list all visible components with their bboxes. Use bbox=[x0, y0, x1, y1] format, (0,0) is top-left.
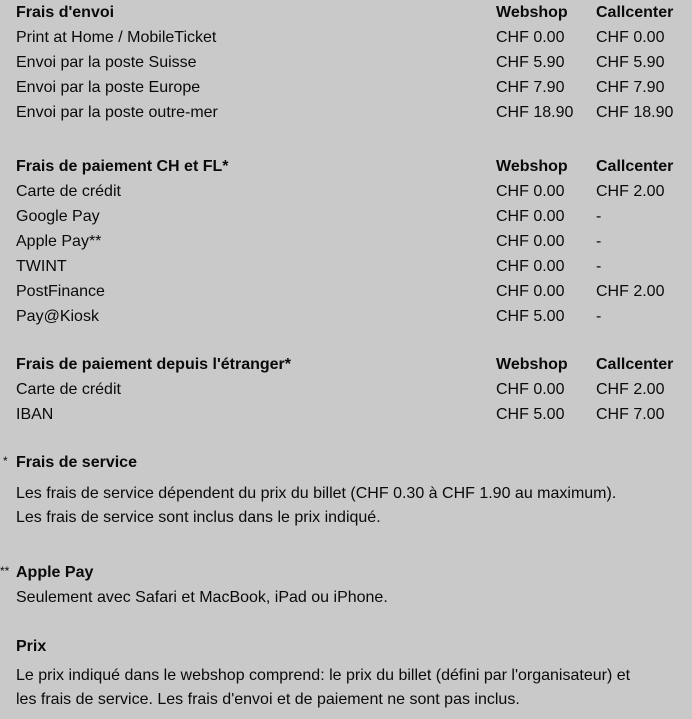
column-header-callcenter: Callcenter bbox=[596, 356, 674, 373]
shipping-header-row bbox=[16, 0, 692, 25]
shipping-fees-table bbox=[16, 0, 692, 125]
webshop-price: CHF 5.00 bbox=[496, 406, 565, 423]
service-fees-text-line-2: Les frais de service sont inclus dans le prix indiqué. bbox=[16, 509, 381, 526]
webshop-price: CHF 0.00 bbox=[496, 381, 565, 398]
row-label: Apple Pay** bbox=[16, 233, 102, 250]
column-header-webshop: Webshop bbox=[496, 158, 568, 175]
row-label: Print at Home / MobileTicket bbox=[16, 29, 217, 46]
table-row bbox=[16, 75, 692, 100]
row-label: Envoi par la poste outre-mer bbox=[16, 104, 218, 121]
shipping-title: Frais d'envoi bbox=[16, 4, 115, 21]
row-label: Pay@Kiosk bbox=[16, 308, 99, 325]
table-row bbox=[16, 25, 692, 50]
table-row bbox=[16, 304, 692, 329]
column-header-callcenter: Callcenter bbox=[596, 158, 674, 175]
table-row bbox=[16, 204, 692, 229]
webshop-price: CHF 7.90 bbox=[496, 79, 565, 96]
callcenter-price: CHF 5.90 bbox=[596, 54, 665, 71]
footnote-marker: * bbox=[3, 454, 8, 468]
row-label: IBAN bbox=[16, 406, 54, 423]
column-header-webshop: Webshop bbox=[496, 356, 568, 373]
price-text-line-2: les frais de service. Les frais d'envoi et de paiement ne sont pas inclus. bbox=[16, 691, 520, 708]
callcenter-price: - bbox=[596, 233, 602, 250]
callcenter-price: CHF 7.00 bbox=[596, 406, 665, 423]
callcenter-price: - bbox=[596, 208, 602, 225]
callcenter-price: - bbox=[596, 308, 602, 325]
service-fees-text-line-1: Les frais de service dépendent du prix du billet (CHF 0.30 à CHF 1.90 au maximum). bbox=[16, 485, 617, 502]
webshop-price: CHF 0.00 bbox=[496, 233, 565, 250]
webshop-price: CHF 5.90 bbox=[496, 54, 565, 71]
table-row bbox=[16, 100, 692, 125]
table-row bbox=[16, 179, 692, 204]
callcenter-price: CHF 2.00 bbox=[596, 183, 665, 200]
table-row bbox=[16, 50, 692, 75]
table-row bbox=[16, 279, 692, 304]
applepay-text: Seulement avec Safari et MacBook, iPad ou iPhone. bbox=[16, 589, 388, 606]
column-header-callcenter: Callcenter bbox=[596, 4, 674, 21]
price-title: Prix bbox=[16, 638, 47, 655]
table-row bbox=[16, 254, 692, 279]
table-row bbox=[16, 229, 692, 254]
webshop-price: CHF 0.00 bbox=[496, 258, 565, 275]
row-label: TWINT bbox=[16, 258, 67, 275]
row-label: Envoi par la poste Suisse bbox=[16, 54, 197, 71]
webshop-price: CHF 0.00 bbox=[496, 183, 565, 200]
column-header-webshop: Webshop bbox=[496, 4, 568, 21]
webshop-price: CHF 0.00 bbox=[496, 208, 565, 225]
payment-fees-ch-table bbox=[16, 154, 692, 329]
callcenter-price: CHF 7.90 bbox=[596, 79, 665, 96]
callcenter-price: - bbox=[596, 258, 602, 275]
webshop-price: CHF 0.00 bbox=[496, 283, 565, 300]
service-fees-title: Frais de service bbox=[16, 454, 137, 471]
row-label: Carte de crédit bbox=[16, 183, 121, 200]
callcenter-price: CHF 2.00 bbox=[596, 381, 665, 398]
row-label: Google Pay bbox=[16, 208, 100, 225]
price-text-line-1: Le prix indiqué dans le webshop comprend: le prix du billet (défini par l'organisateur) et bbox=[16, 667, 631, 684]
row-label: PostFinance bbox=[16, 283, 105, 300]
footnote-marker: ** bbox=[0, 564, 10, 578]
payment-abroad-title: Frais de paiement depuis l'étranger* bbox=[16, 356, 291, 373]
payment-ch-header-row bbox=[16, 154, 692, 179]
webshop-price: CHF 0.00 bbox=[496, 29, 565, 46]
applepay-title: Apple Pay bbox=[16, 564, 94, 581]
payment-ch-title: Frais de paiement CH et FL* bbox=[16, 158, 229, 175]
payment-fees-abroad-table bbox=[16, 352, 692, 427]
webshop-price: CHF 5.00 bbox=[496, 308, 565, 325]
table-row bbox=[16, 377, 692, 402]
callcenter-price: CHF 2.00 bbox=[596, 283, 665, 300]
table-row bbox=[16, 402, 692, 427]
webshop-price: CHF 18.90 bbox=[496, 104, 574, 121]
callcenter-price: CHF 18.90 bbox=[596, 104, 674, 121]
row-label: Carte de crédit bbox=[16, 381, 121, 398]
callcenter-price: CHF 0.00 bbox=[596, 29, 665, 46]
payment-abroad-header-row bbox=[16, 352, 692, 377]
row-label: Envoi par la poste Europe bbox=[16, 79, 201, 96]
